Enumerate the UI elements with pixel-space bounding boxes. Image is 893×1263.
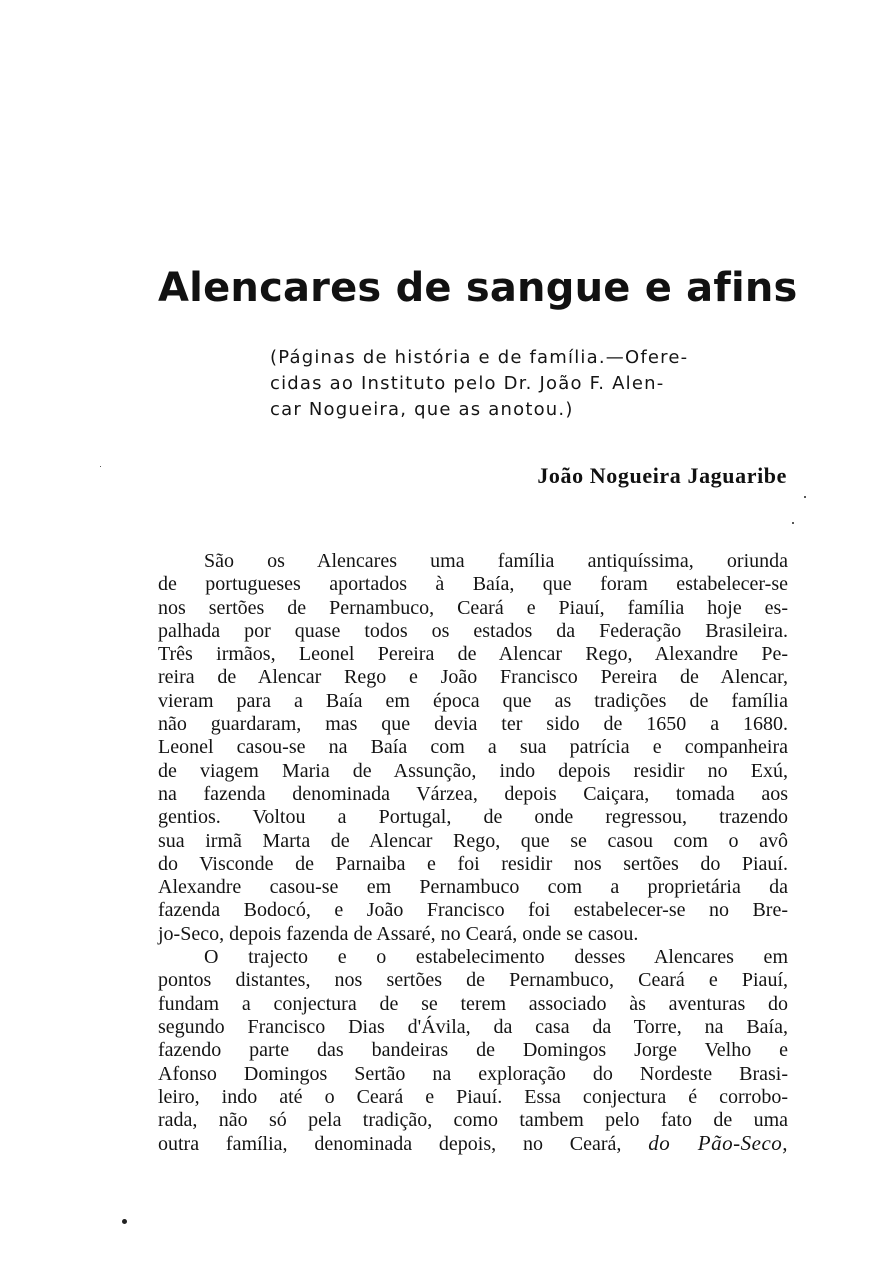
subtitle-line: (Páginas de história e de família.—Ofere- xyxy=(270,347,689,368)
body-line: São os Alencares uma família antiquíssima, oriunda xyxy=(204,550,788,572)
subtitle-line: car Nogueira, que as anotou.) xyxy=(270,399,574,420)
article-title: Alencares de sangue e afins xyxy=(158,265,798,311)
body-line-final-text: outra família, denominada depois, no Ceará, xyxy=(158,1133,622,1156)
body-line: de portugueses aportados à Baía, que foram estabelecer-se xyxy=(158,573,788,596)
subtitle-line: cidas ao Instituto pelo Dr. João F. Alen- xyxy=(270,373,665,394)
body-line: do Visconde de Parnaiba e foi residir nos sertões do Piauí. xyxy=(158,852,788,875)
body-line: fazendo parte das bandeiras de Domingos Jorge Velho e xyxy=(158,1039,788,1062)
body-line: Alexandre casou-se em Pernambuco com a proprietária da xyxy=(158,876,788,899)
body-line: Afonso Domingos Sertão na exploração do Nordeste Brasi- xyxy=(158,1062,788,1085)
body-line: vieram para a Baía em época que as tradições de família xyxy=(158,689,788,712)
scan-speck xyxy=(792,522,794,524)
body-line: leiro, indo até o Ceará e Piauí. Essa conjectura é corrobo- xyxy=(158,1085,788,1108)
article-subtitle xyxy=(270,345,775,423)
article-author: João Nogueira Jaguaribe xyxy=(537,463,787,488)
body-line: na fazenda denominada Várzea, depois Caiçara, tomada aos xyxy=(158,782,788,805)
body-line: pontos distantes, nos sertões de Pernambuco, Ceará e Piauí, xyxy=(158,969,788,992)
body-line: de viagem Maria de Assunção, indo depois residir no Exú, xyxy=(158,759,788,782)
body-line: fundam a conjectura de se terem associado às aventuras do xyxy=(158,992,788,1015)
scan-speck xyxy=(100,466,101,467)
body-line: gentios. Voltou a Portugal, de onde regressou, trazendo xyxy=(158,806,788,829)
body-line: Três irmãos, Leonel Pereira de Alencar Rego, Alexandre Pe- xyxy=(158,643,788,666)
scan-speck xyxy=(122,1219,127,1224)
body-line: segundo Francisco Dias d'Ávila, da casa da Torre, na Baía, xyxy=(158,1015,788,1038)
body-line: jo-Seco, depois fazenda de Assaré, no Ceará, onde se casou. xyxy=(158,922,639,945)
body-line: fazenda Bodocó, e João Francisco foi estabelecer-se no Bre- xyxy=(158,899,788,922)
body-line: nos sertões de Pernambuco, Ceará e Piauí, família hoje es- xyxy=(158,596,788,619)
scan-speck xyxy=(804,496,806,498)
body-line: sua irmã Marta de Alencar Rego, que se casou com o avô xyxy=(158,829,788,852)
body-line: palhada por quase todos os estados da Federação Brasileira. xyxy=(158,619,788,642)
body-line: reira de Alencar Rego e João Francisco Pereira de Alencar, xyxy=(158,666,788,689)
body-line: O trajecto e o estabelecimento desses Alencares em xyxy=(204,946,788,969)
body-line-final xyxy=(158,1132,788,1156)
body-line: rada, não só pela tradição, como tambem pelo fato de uma xyxy=(158,1109,788,1132)
body-line: não guardaram, mas que devia ter sido de 1650 a 1680. xyxy=(158,713,788,736)
body-line-final-italic: do Pão-Seco, xyxy=(648,1131,789,1156)
article-body xyxy=(158,550,788,1157)
body-line: Leonel casou-se na Baía com a sua patrícia e companheira xyxy=(158,736,788,759)
